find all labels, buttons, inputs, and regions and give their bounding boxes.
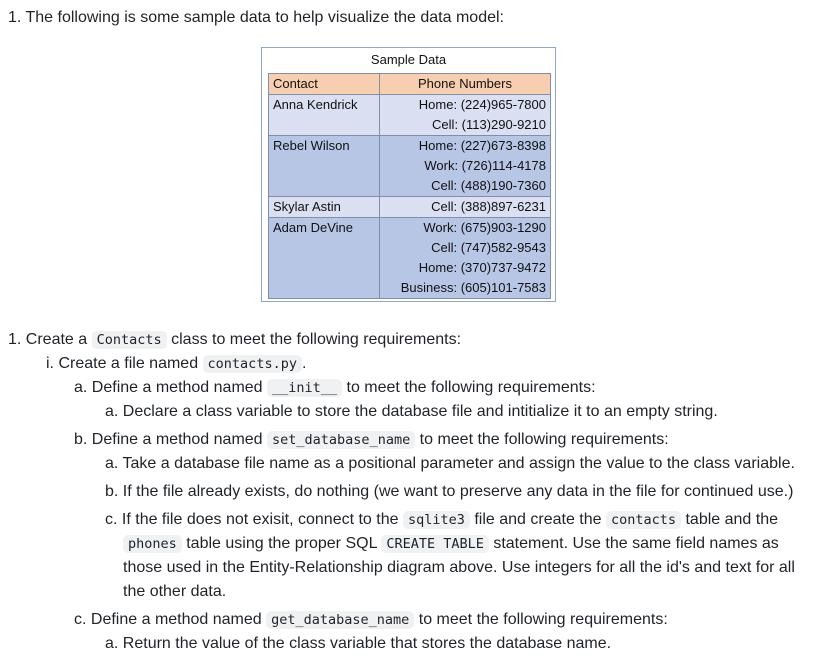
header-contact: Contact <box>269 74 380 95</box>
list-marker: c. <box>105 511 118 528</box>
step-1-i-b-c-line-2 <box>123 534 779 554</box>
step-text: table and the <box>685 511 778 528</box>
intro-text: The following is some sample data to help visualize the data model: <box>25 9 504 26</box>
step-1-i-c-a <box>105 634 611 654</box>
table-row <box>269 95 551 116</box>
phone-cell: Work: (675)903-1290 <box>380 218 551 239</box>
step-text: If the file already exists, do nothing (we want to preserve any data in the file for continued use.) <box>122 483 794 500</box>
phone-cell: Home: (370)737-9472 <box>380 258 551 278</box>
table-row <box>269 197 551 218</box>
step-text: Create a <box>25 331 88 348</box>
inline-code: get_database_name <box>266 611 414 629</box>
phone-cell: Cell: (488)190-7360 <box>380 176 551 197</box>
contact-cell: Rebel Wilson <box>269 136 380 157</box>
step-text: statement. Use the same field names as <box>493 535 779 552</box>
inline-code: contacts.py <box>203 355 302 373</box>
inline-code: set_database_name <box>267 431 415 449</box>
contact-cell <box>269 115 380 136</box>
step-1-i <box>46 354 306 374</box>
inline-code: contacts <box>606 511 681 529</box>
phone-cell: Work: (726)114-4178 <box>380 156 551 176</box>
step-1-i-b-c-line-4 <box>123 582 226 602</box>
intro-line <box>8 8 504 28</box>
step-text: Declare a class variable to store the database file and intitialize it to an empty string. <box>122 403 718 420</box>
table-row <box>269 218 551 239</box>
header-phone-numbers: Phone Numbers <box>380 74 551 95</box>
list-marker: 1. <box>8 9 22 26</box>
table-row <box>269 115 551 136</box>
phone-cell: Business: (605)101-7583 <box>380 278 551 299</box>
table-row <box>269 156 551 176</box>
step-text: to meet the following requirements: <box>419 431 669 448</box>
step-1-i-c <box>74 610 668 630</box>
list-marker: b. <box>74 431 88 448</box>
contact-cell <box>269 258 380 278</box>
list-marker: a. <box>105 455 119 472</box>
inline-code: CREATE TABLE <box>381 535 489 553</box>
table-header-row <box>269 74 551 95</box>
list-marker: i. <box>46 355 54 372</box>
phone-cell: Home: (227)673-8398 <box>380 136 551 157</box>
contact-cell <box>269 156 380 176</box>
step-text: the other data. <box>123 583 227 600</box>
table-row <box>269 176 551 197</box>
step-text: Define a method named <box>90 611 262 628</box>
step-text: Take a database file name as a positional parameter and assign the value to the class variable. <box>122 455 795 472</box>
step-text: . <box>301 355 307 372</box>
inline-code: Contacts <box>92 331 167 349</box>
list-marker: c. <box>74 611 87 628</box>
step-1-i-b-a <box>105 454 795 474</box>
phone-cell: Cell: (113)290-9210 <box>380 115 551 136</box>
list-marker: b. <box>105 483 119 500</box>
list-marker: 1. <box>8 331 22 348</box>
step-text: Define a method named <box>91 379 263 396</box>
inline-code: phones <box>123 535 182 553</box>
step-text: table using the proper SQL <box>186 535 377 552</box>
inline-code: __init__ <box>267 379 342 397</box>
phone-cell: Cell: (388)897-6231 <box>380 197 551 218</box>
list-marker: a. <box>74 379 88 396</box>
sample-data-figure <box>261 47 556 302</box>
step-1-i-b-b <box>105 482 793 502</box>
step-text: If the file does not exisit, connect to the <box>121 511 399 528</box>
contact-cell: Skylar Astin <box>269 197 380 218</box>
list-marker: a. <box>105 403 119 420</box>
list-marker: a. <box>105 635 119 652</box>
table-row <box>269 258 551 278</box>
table-row <box>269 136 551 157</box>
step-text: to meet the following requirements: <box>418 611 668 628</box>
table-row <box>269 238 551 258</box>
figure-title: Sample Data <box>370 52 447 67</box>
phone-cell: Cell: (747)582-9543 <box>380 238 551 258</box>
step-text: those used in the Entity-Relationship diagram above. Use integers for all the id's and text for all <box>123 559 795 576</box>
step-text: class to meet the following requirements: <box>171 331 462 348</box>
step-text: file and create the <box>474 511 602 528</box>
step-1-i-b-c <box>105 510 778 530</box>
step-text: Define a method named <box>91 431 263 448</box>
contact-cell <box>269 176 380 197</box>
step-text: Return the value of the class variable that stores the database name. <box>122 635 612 652</box>
contact-cell <box>269 278 380 299</box>
inline-code: sqlite3 <box>403 511 470 529</box>
step-1-i-b <box>74 430 669 450</box>
table-row <box>269 278 551 299</box>
step-1-i-b-c-line-3 <box>123 558 795 578</box>
contact-cell: Anna Kendrick <box>269 95 380 116</box>
phone-cell: Home: (224)965-7800 <box>380 95 551 116</box>
step-1-i-a-a <box>105 402 718 422</box>
sample-data-table <box>268 73 551 299</box>
step-1-i-a <box>74 378 596 398</box>
step-text: to meet the following requirements: <box>346 379 596 396</box>
step-1 <box>8 330 461 350</box>
contact-cell: Adam DeVine <box>269 218 380 239</box>
contact-cell <box>269 238 380 258</box>
step-text: Create a file named <box>58 355 199 372</box>
